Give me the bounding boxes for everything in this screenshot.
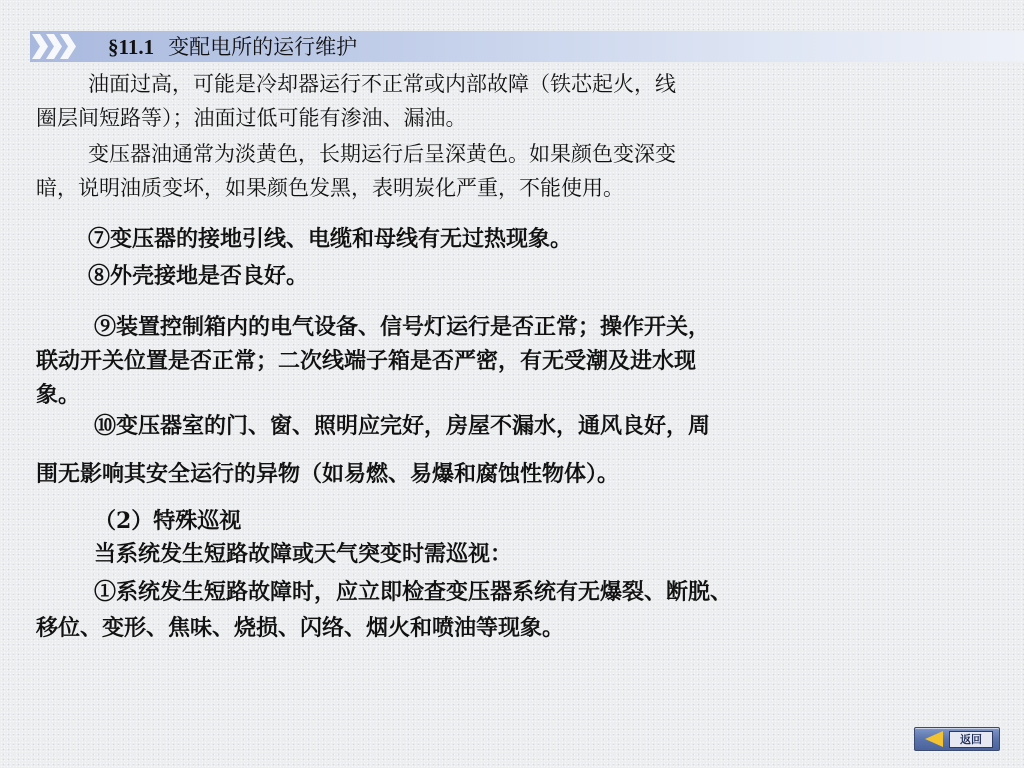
chevron-decoration-icon bbox=[30, 34, 82, 59]
text-line: 暗，说明油质变坏，如果颜色发黑，表明炭化严重，不能使用。 bbox=[36, 176, 624, 200]
return-button-label: 返回 bbox=[949, 731, 993, 748]
text-line: 变压器油通常为淡黄色，长期运行后呈深黄色。如果颜色变深变 bbox=[88, 142, 676, 166]
list-item: ⑦变压器的接地引线、电缆和母线有无过热现象。 bbox=[88, 226, 573, 252]
text-line: 象。 bbox=[36, 382, 81, 408]
text-line: 围无影响其安全运行的异物（如易燃、易爆和腐蚀性物体）。 bbox=[36, 461, 620, 487]
left-arrow-icon bbox=[925, 731, 943, 747]
section-number: §11.1 bbox=[108, 35, 155, 59]
return-button[interactable] bbox=[914, 727, 1000, 751]
text-line: 联动开关位置是否正常；二次线端子箱是否严密，有无受潮及进水现 bbox=[36, 348, 697, 374]
subheading: （2）特殊巡视 bbox=[94, 508, 242, 534]
text-line: 油面过高，可能是冷却器运行不正常或内部故障（铁芯起火，线 bbox=[88, 72, 676, 96]
list-item: ⑧外壳接地是否良好。 bbox=[88, 263, 309, 289]
text-line: 移位、变形、焦味、烧损、闪络、烟火和喷油等现象。 bbox=[36, 615, 565, 641]
text-line: 圈层间短路等）；油面过低可能有渗油、漏油。 bbox=[36, 106, 467, 130]
list-item: ⑩变压器室的门、窗、照明应完好，房屋不漏水，通风良好，周 bbox=[94, 413, 711, 439]
list-item: ⑨装置控制箱内的电气设备、信号灯运行是否正常；操作开关， bbox=[94, 314, 711, 340]
list-item: ①系统发生短路故障时，应立即检查变压器系统有无爆裂、断脱、 bbox=[94, 579, 733, 605]
section-title-text: 变配电所的运行维护 bbox=[168, 35, 358, 59]
page-title bbox=[108, 34, 357, 60]
text-line: 当系统发生短路故障或天气突变时需巡视： bbox=[94, 541, 513, 567]
section-title-bar bbox=[30, 31, 1024, 62]
